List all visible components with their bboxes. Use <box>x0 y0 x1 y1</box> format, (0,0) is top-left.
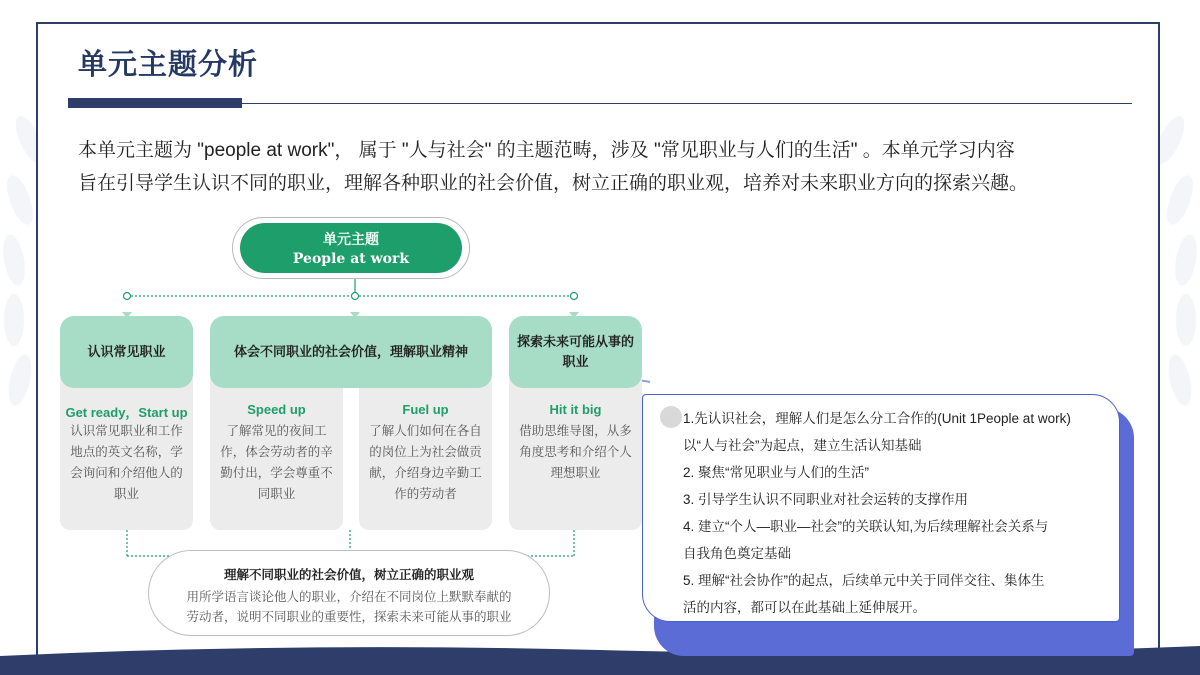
column-1-heading: 认识常见职业 <box>60 316 193 388</box>
summary-body-line: 用所学语言谈论他人的职业，介绍在不同岗位上默默奉献的 <box>186 590 512 604</box>
theme-label: 单元主题 <box>323 232 379 248</box>
notes-bullet-dot <box>660 406 682 428</box>
intro-line-2: 旨在引导学生认识不同的职业，理解各种职业的社会价值，树立正确的职业观，培养对未来职业方向的探索兴趣。 <box>78 173 1029 194</box>
column-3-body-line: 了解人们如何在各自 <box>369 424 482 438</box>
column-4-subtitle: Hit it big <box>549 402 602 417</box>
column-2-heading: 体会不同职业的社会价值，理解职业精神 <box>210 316 492 388</box>
column-1-body-line: 认识常见职业和工作 <box>70 424 183 438</box>
note-line: 2. 聚焦“常见职业与人们的生活” <box>683 465 870 480</box>
summary-box <box>148 550 550 636</box>
note-line: 自我角色奠定基础 <box>683 546 791 561</box>
summary-title: 理解不同职业的社会价值，树立正确的职业观 <box>223 568 474 582</box>
column-3-body-line: 作的劳动者 <box>394 487 457 501</box>
page-title: 单元主题分析 <box>78 49 259 81</box>
column-4-body-line: 角度思考和介绍个人 <box>519 445 632 459</box>
column-2-body-line: 作，体会劳动者的辛 <box>220 445 333 459</box>
column-4-body <box>509 421 642 484</box>
column-1-body-line: 职业 <box>113 487 139 501</box>
column-1-body-line: 会询问和介绍他人的 <box>70 466 183 480</box>
column-1-subtitle: Get ready，Start up <box>65 405 188 420</box>
column-4-heading: 探索未来可能从事的职业 <box>509 316 642 388</box>
theme-pill <box>240 223 462 273</box>
column-2-body-line: 同职业 <box>257 487 296 501</box>
column-3-body-line: 献，介绍身边辛勤工 <box>369 466 482 480</box>
column-1-body <box>60 421 193 505</box>
column-3-subtitle: Fuel up <box>402 402 449 417</box>
column-3-body <box>359 421 492 505</box>
note-line: 以“人与社会”为起点，建立生活认知基础 <box>683 438 922 453</box>
column-2-subtitle: Speed up <box>247 402 306 417</box>
note-line: 3. 引导学生认识不同职业对社会运转的支撑作用 <box>683 492 969 507</box>
column-4-body-line: 借助思维导图，从多 <box>519 424 632 438</box>
column-2-body-line: 了解常见的夜间工 <box>226 424 327 438</box>
theme-name: People at work <box>292 251 410 267</box>
note-line: 5. 理解“社会协作”的起点，后续单元中关于同伴交往、集体生 <box>683 573 1045 588</box>
intro-line-1: 本单元主题为 "people at work"， 属于 "人与社会" 的主题范畴，涉及 "常见职业与人们的生活" 。本单元学习内容 <box>78 140 1015 161</box>
note-line: 4. 建立“个人—职业—社会”的关联认知,为后续理解社会关系与 <box>683 519 1049 534</box>
column-3-body-line: 的岗位上为社会做贡 <box>369 445 482 459</box>
summary-body-line: 劳动者，说明不同职业的重要性，探索未来可能从事的职业 <box>186 610 512 624</box>
column-1-body-line: 地点的英文名称，学 <box>70 445 183 459</box>
column-2-body <box>210 421 343 505</box>
note-line: 活的内容，都可以在此基础上延伸展开。 <box>683 600 926 615</box>
note-line: 1.先认识社会，理解人们是怎么分工合作的(Unit 1People at work) <box>683 411 1071 426</box>
notes-card <box>642 394 1120 622</box>
column-2-body-line: 勤付出，学会尊重不 <box>220 466 333 480</box>
column-4-body-line: 理想职业 <box>550 466 601 480</box>
